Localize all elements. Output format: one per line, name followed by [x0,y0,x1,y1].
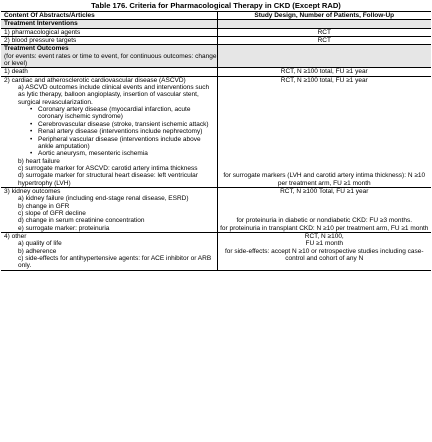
bullet-item: • Cerebrovascular disease (stroke, transient ischemic attack) [4,121,217,128]
side-effects-note: for side-effects: accept N ≥10 or retrospective studies including case-control and cohort of any N [224,247,424,262]
proteinuria-transplant-note: for proteinuria in transplant CKD: N ≥10 per treatment arm, FU ≥1 month [220,224,429,232]
row-design: RCT [217,28,431,36]
table-row [1,28,431,36]
list-item: b) adherence [18,247,57,255]
list-item: c) surrogate marker for ASCVD: carotid artery intima thickness [18,164,198,172]
bullet-item: • Renal artery disease (interventions include nephrectomy) [4,128,217,135]
list-item: b) heart failure [18,157,60,165]
list-item: a) kidney failure (including end-stage renal disease, ESRD) [18,195,189,203]
bullet-item: • Aortic aneurysm, mesenteric ischemia [4,150,217,157]
list-item: a) ASCVD outcomes include clinical events and interventions such as lytic therapy, balloon angioplasty, insertion of vascular stent, surgical revascularization. [18,84,210,106]
row-label: 1) death [1,68,217,76]
list-item: d) change in serum creatinine concentration [18,217,145,225]
bullet-item: • Coronary artery disease (myocardial infarction, acute coronary ischemic syndrome) [4,106,217,121]
header-content: Content Of Abstracts/Articles [1,12,217,20]
section-treatment-interventions [1,20,431,28]
bullet-item: • Peripheral vascular disease (interventions include above ankle amputation) [4,136,217,151]
list-item: e) surrogate marker: proteinuria [18,224,110,232]
header-study-design: Study Design, Number of Patients, Follow-Up [217,12,431,20]
section-label: Treatment Outcomes [4,45,69,53]
list-item: a) quality of life [18,240,62,248]
proteinuria-note: for proteinuria in diabetic or nondiabetic CKD: FU ≥3 months. [236,217,413,225]
table-row-cvd [1,76,431,187]
section-label: Treatment Interventions [1,20,217,28]
row-label: 2) cardiac and atherosclerotic cardiovascular disease (ASCVD) [4,76,186,84]
table-row-death [1,68,431,76]
table-header-row [1,12,431,20]
table-row-other [1,232,431,270]
row-design: RCT [217,37,431,45]
table-row-kidney [1,187,431,232]
list-item: d) surrogate marker for structural heart disease: left ventricular hypertrophy (LVH) [18,172,198,187]
row-label: 4) other [4,232,27,240]
list-item: c) slope of GFR decline [18,209,86,217]
row-design: RCT, N ≥100 total, FU ≥1 year [217,68,431,76]
row-label: 2) blood pressure targets [1,37,217,45]
section-note: (for events: event rates or time to event, for continuous outcomes: change or level) [4,52,217,68]
criteria-table [1,11,431,271]
row-label: 1) pharmacological agents [1,28,217,36]
row-design: RCT, N ≥100 total, FU ≥1 year [280,76,368,84]
row-label: 3) kidney outcomes [4,187,61,195]
table-row [1,37,431,45]
row-design-fu: FU ≥1 month [305,240,344,248]
section-treatment-outcomes [1,45,431,68]
row-design: RCT, N ≥100 Total, FU ≥1 year [280,187,369,195]
table-title: Table 176. Criteria for Pharmacological Therapy in CKD (Except RAD) [91,1,341,10]
list-item: b) change in GFR [18,202,70,210]
row-design: RCT, N ≥100, [304,232,344,240]
surrogate-note: for surrogate markers (LVH and carotid artery intima thickness): N ≥10 per treatment arm, FU ≥1 month [223,172,426,187]
list-item: c) side-effects for antihypertensive agents: for ACE inhibitor or ARB only. [18,255,212,270]
